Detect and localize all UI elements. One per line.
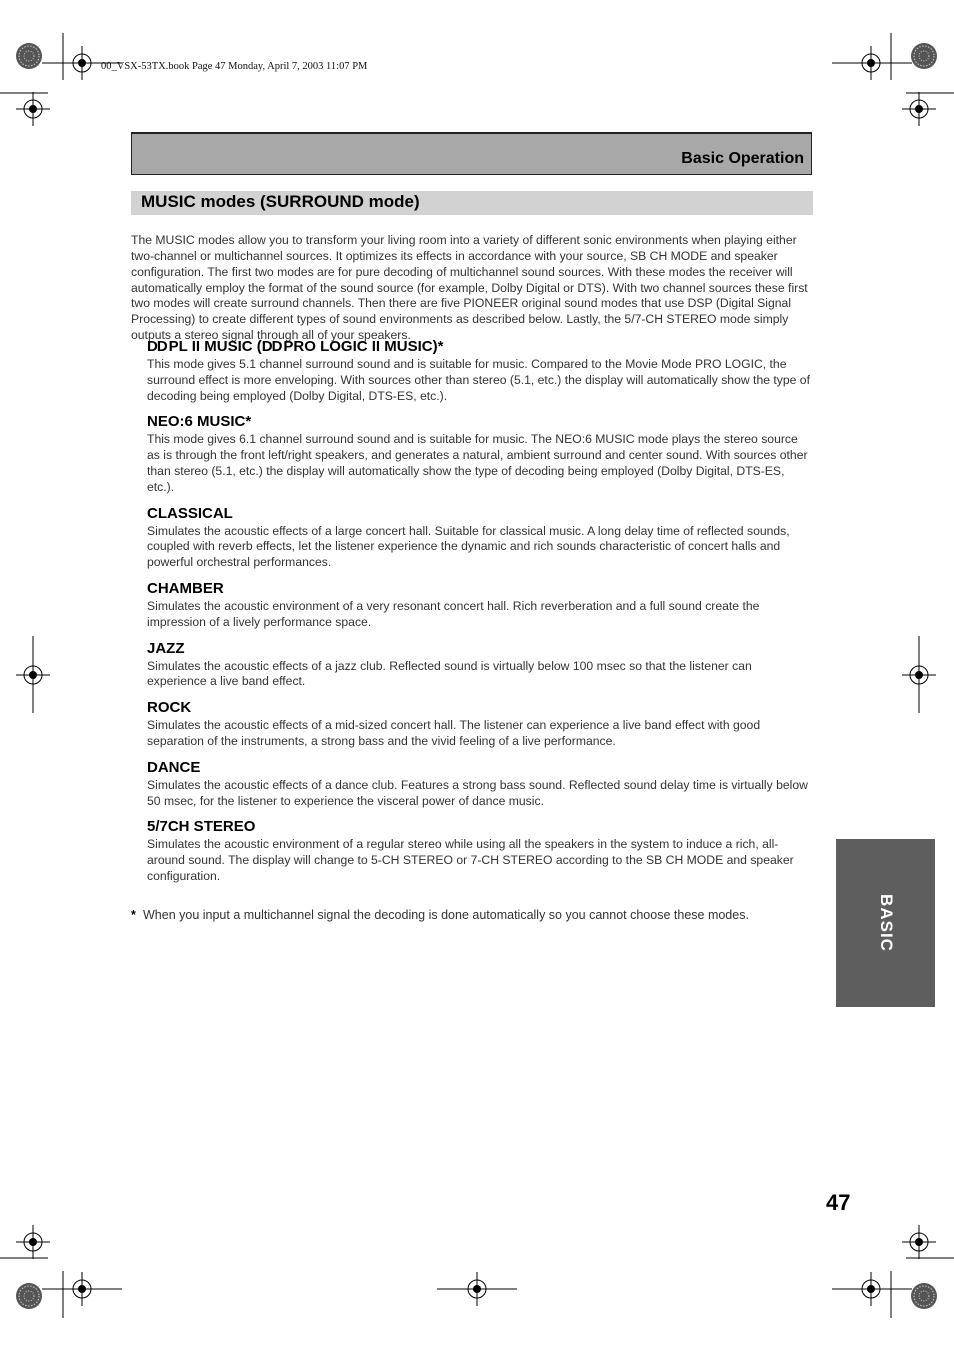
mode-list xyxy=(147,337,813,893)
chapter-title: Basic Operation xyxy=(681,150,804,167)
mode-desc-5-7ch-stereo: Simulates the acoustic environment of a regular stereo while using all the speakers in the system to induce a rich, all-around sound. The display will change to 5-CH STEREO or 7-CH STEREO according to the SB CH MODE and speaker configuration. xyxy=(147,837,794,883)
page-number: 47 xyxy=(826,1190,851,1215)
footnote-marker: * xyxy=(131,908,136,922)
mode-desc-classical: Simulates the acoustic effects of a large concert hall. Suitable for classical music. A long delay time of reflected sounds, coupled with reverb effects, let the listener experience the dynamic and rich sounds characteristic of concert halls and powerful orchestral performances. xyxy=(147,523,790,570)
mode-title-classical: CLASSICAL xyxy=(147,504,233,522)
mode-desc-pl2-music: This mode gives 5.1 channel surround sound and is suitable for music. Compared to the Movie Mode PRO LOGIC, the surround effect is more enveloping. With sources other than stereo (5.1, etc.) the display will automatically show the type of decoding being employed (Dolby Digital, DTS-ES, etc.). xyxy=(147,357,810,403)
mode-desc-jazz: Simulates the acoustic effects of a jazz club. Reflected sound is virtually below 100 msec so that the listener can experience a live band effect. xyxy=(147,658,752,689)
mode-title-jazz: JAZZ xyxy=(147,639,185,657)
mode-desc-rock: Simulates the acoustic effects of a mid-sized concert hall. The listener can experience a live band effect with good separation of the instruments, a strong bass and the vivid feeling of a live performance. xyxy=(147,718,761,748)
dolby-logo-icon: DD xyxy=(147,338,167,355)
mode-title-dance: DANCE xyxy=(147,758,201,776)
footnote-text: When you input a multichannel signal the decoding is done automatically so you cannot choose these modes. xyxy=(143,908,749,922)
intro-paragraph: The MUSIC modes allow you to transform your living room into a variety of different sonic environments when playing either two-channel or multichannel sources. It optimizes its effects in accordance with your source, SB CH MODE and speaker configuration. The first two modes are for pure decoding of multichannel sound sources. With these modes the receiver will automatically employ the format of the sound source (for example, Dolby Digital or DTS). With two channel sources these first two modes will create surround channels. Then there are five PIONEER original sound modes that use DSP (Digital Signal Processing) to create different types of sound environments as described below. Lastly, the 5/7-CH STEREO mode simply outputs a stereo signal through all of your speakers. xyxy=(131,233,808,342)
mode-title-5-7ch-stereo: 5/7CH STEREO xyxy=(147,818,256,836)
mode-desc-dance: Simulates the acoustic effects of a dance club. Features a strong bass sound. Reflected sound delay time is virtually below 50 msec, for the listener to experience the visceral power of dance music. xyxy=(147,777,808,808)
mode-title-neo6-music: NEO:6 MUSIC* xyxy=(147,413,252,431)
mode-title-pl2-music: DD PL II MUSIC (DD PRO LOGIC II MUSIC)* xyxy=(147,338,444,355)
dolby-logo-icon: DD xyxy=(261,338,282,355)
side-tab-basic xyxy=(836,839,935,1007)
chapter-header-bar xyxy=(131,132,812,175)
print-header: 00_VSX-53TX.book Page 47 Monday, April 7, 2003 11:07 PM xyxy=(101,61,368,72)
section-header-bar xyxy=(131,191,813,215)
mode-desc-chamber: Simulates the acoustic environment of a very resonant concert hall. Rich reverberation and a full sound create the impression of a lively performance space. xyxy=(147,598,760,629)
footnote xyxy=(131,907,813,923)
section-title: MUSIC modes (SURROUND mode) xyxy=(141,192,420,211)
mode-title-rock: ROCK xyxy=(147,699,192,717)
mode-title-chamber: CHAMBER xyxy=(147,579,224,597)
mode-desc-neo6-music: This mode gives 6.1 channel surround sound and is suitable for music. The NEO:6 MUSIC mode plays the stereo source as is through the front left/right speakers, and generates a natural, ambient surround and center sound. With sources other than stereo (5.1, etc.) the display will automatically show the type of decoding being employed (Dolby Digital, DTS-ES, etc.). xyxy=(147,432,808,494)
side-tab-label: BASIC xyxy=(876,894,896,952)
